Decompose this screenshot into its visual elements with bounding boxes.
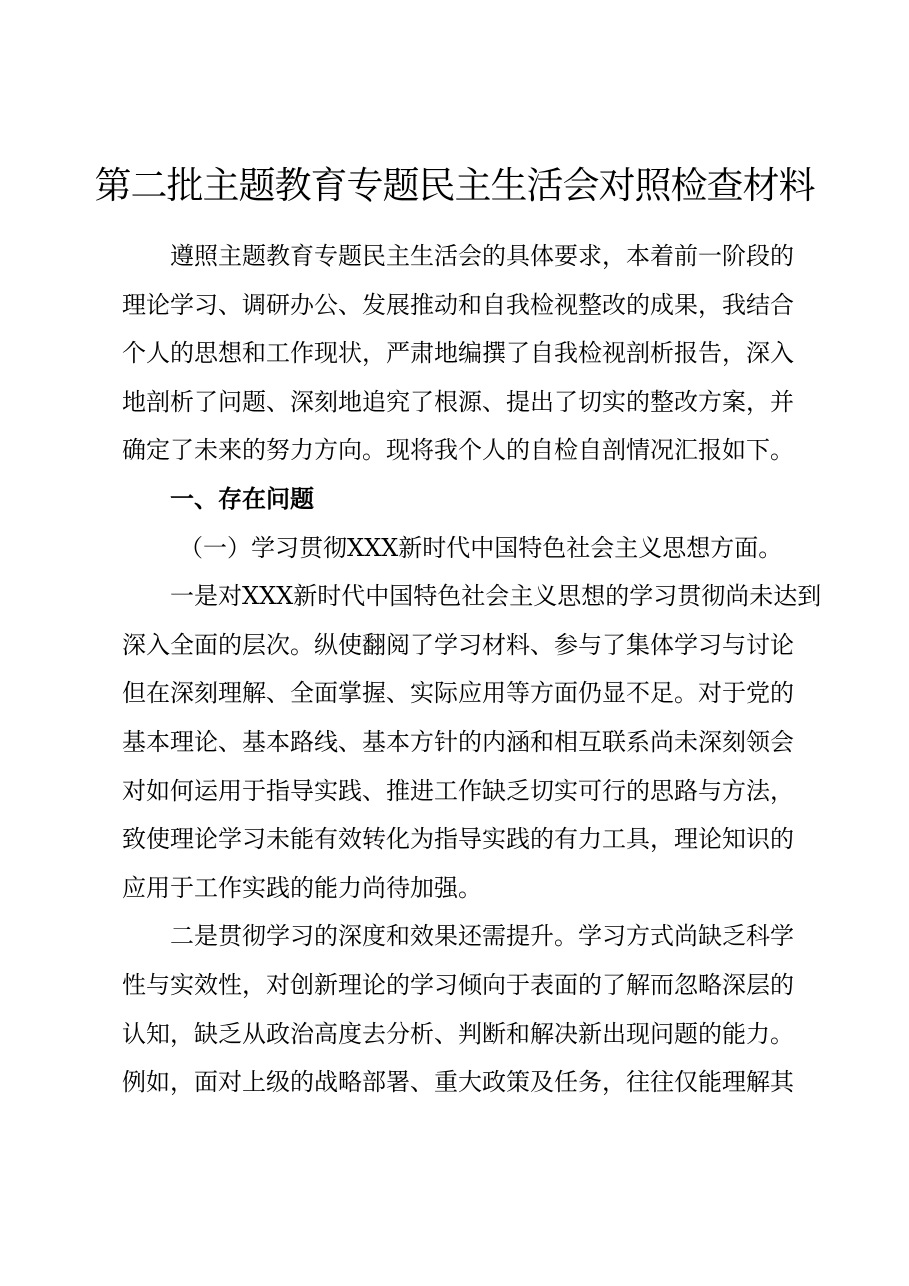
subsection-heading: （一）学习贯彻XXX新时代中国特色社会主义思想方面。 xyxy=(179,533,783,562)
paragraph-line: 遵照主题教育专题民主生活会的具体要求，本着前一阶段的 xyxy=(170,242,794,270)
paragraph-line: 致使理论学习未能有效转化为指导实践的有力工具，理论知识的 xyxy=(122,825,794,854)
paragraph-line: 性与实效性，对创新理论的学习倾向于表面的了解而忽略深层的 xyxy=(122,970,794,999)
paragraph-line: 二是贯彻学习的深度和效果还需提升。学习方式尚缺乏科学 xyxy=(170,922,794,951)
paragraph-line: 对如何运用于指导实践、推进工作缺乏切实可行的思路与方法， xyxy=(122,776,794,805)
section-heading: 一、存在问题 xyxy=(170,483,314,513)
paragraph-line: 深入全面的层次。纵使翻阅了学习材料、参与了集体学习与讨论 xyxy=(122,630,794,659)
paragraph-line: 地剖析了问题、深刻地追究了根源、提出了切实的整改方案，并 xyxy=(122,387,794,416)
paragraph-line: 基本理论、基本路线、基本方针的内涵和相互联系尚未深刻领会 xyxy=(122,727,794,756)
paragraph-line: 应用于工作实践的能力尚待加强。 xyxy=(122,873,482,902)
paragraph-line: 认知，缺乏从政治高度去分析、判断和解决新出现问题的能力。 xyxy=(122,1019,794,1048)
paragraph-line: 理论学习、调研办公、发展推动和自我检视整改的成果，我结合 xyxy=(122,290,794,319)
paragraph-line: 确定了未来的努力方向。现将我个人的自检自剖情况汇报如下。 xyxy=(122,436,794,465)
paragraph-line: 例如，面对上级的战略部署、重大政策及任务，往往仅能理解其 xyxy=(122,1068,794,1097)
paragraph-line: 但在深刻理解、全面掌握、实际应用等方面仍显不足。对于党的 xyxy=(122,679,794,708)
document-body xyxy=(122,232,822,1107)
paragraph-line: 个人的思想和工作现状，严肃地编撰了自我检视剖析报告，深入 xyxy=(122,339,794,368)
document-title: 第二批主题教育专题民主生活会对照检查材料 xyxy=(94,164,815,207)
paragraph-line: 一是对XXX新时代中国特色社会主义思想的学习贯彻尚未达到 xyxy=(170,582,822,611)
